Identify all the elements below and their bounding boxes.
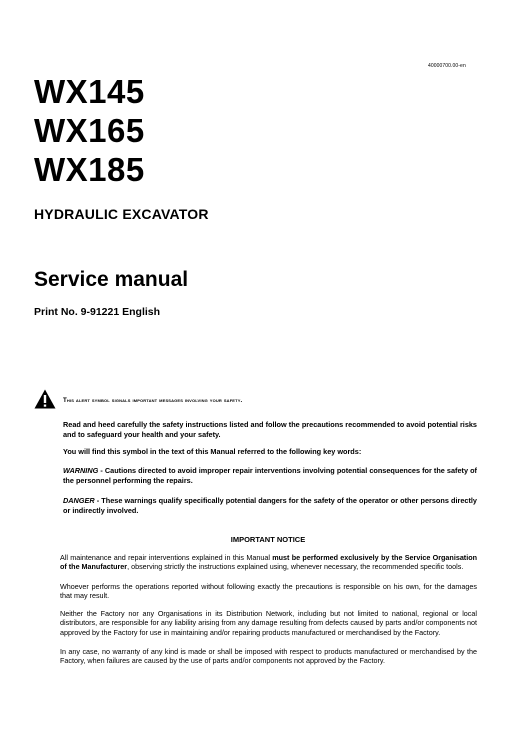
danger-paragraph [63, 496, 477, 515]
notice-paragraph-2: Whoever performs the operations reported without following exactly the precautions is responsible on his own, for the damages that may result. [60, 582, 477, 601]
machine-type: HYDRAULIC EXCAVATOR [34, 206, 209, 222]
model-wx145: WX145 [34, 73, 145, 110]
warning-triangle-icon [34, 389, 56, 409]
model-wx165: WX165 [34, 112, 145, 149]
page-title: Service manual [34, 268, 189, 291]
notice-p1-end: , observing strictly the instructions explained using, whenever necessary, the recommended specific tools. [127, 562, 464, 572]
warning-paragraph [63, 466, 477, 485]
notice-paragraph-3: Neither the Factory nor any Organisations in its Distribution Network, including but not limited to national, regional or local distributors, are responsible for any liability arising from any damage resulting from defects caused by parts and/or components not approved by the Factory for use in maintaining and/or repairing products manufactured or merchandised by the Factory. [60, 609, 477, 637]
notice-p1-emphasis: must be performed exclusively by the Service Organisation of the Manufacturer [60, 553, 477, 572]
model-wx185: WX185 [34, 151, 145, 188]
symbol-note: You will find this symbol in the text of this Manual referred to the following key words: [63, 447, 362, 456]
warning-text: - Cautions directed to avoid improper repair interventions involving potential consequences for the safety of the personnel performing the repairs. [63, 466, 477, 485]
safety-alert-line: This alert symbol signals important messages involving your safety. [63, 397, 243, 404]
notice-p1-start: All maintenance and repair interventions explained in this Manual [60, 553, 273, 562]
print-number: Print No. 9-91221 English [34, 306, 161, 318]
warning-label: WARNING [63, 466, 99, 475]
notice-paragraph-1 [60, 553, 477, 572]
notice-paragraph-4: In any case, no warranty of any kind is made or shall be imposed with respect to products manufactured or merchandised by the Factory, when failures are caused by the use of parts and/or components not approved by the Factory. [60, 647, 477, 666]
notice-heading: IMPORTANT NOTICE [230, 535, 306, 544]
document-code: 40000700.00-en [428, 63, 466, 69]
danger-label: DANGER [63, 496, 95, 505]
danger-text: - These warnings qualify specifically potential dangers for the safety of the operator or other persons directly or indirectly involved. [63, 496, 477, 515]
safety-instructions: Read and heed carefully the safety instructions listed and follow the precautions recommended to avoid potential risks and to safeguard your health and your safety. [63, 420, 477, 439]
